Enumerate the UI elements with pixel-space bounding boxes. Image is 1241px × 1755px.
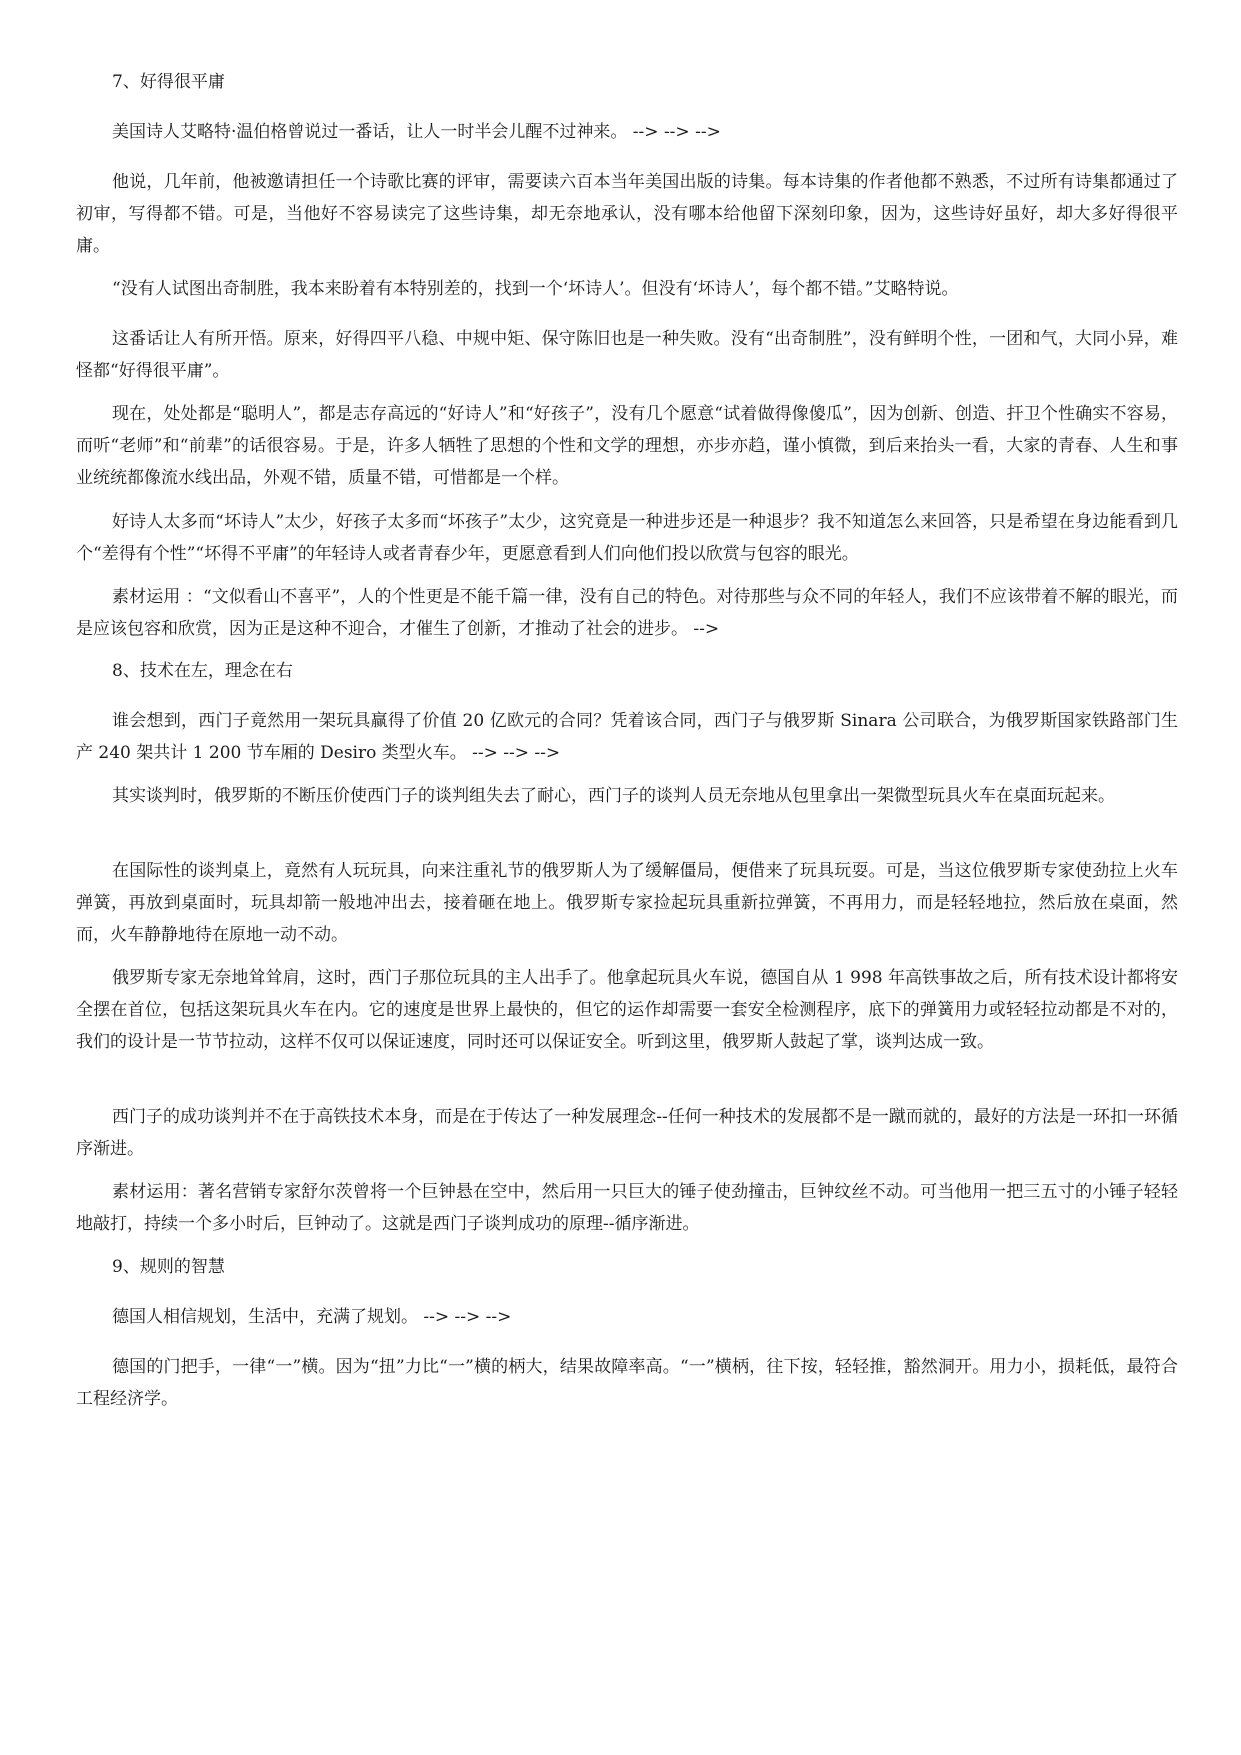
section-heading-9: 9、规则的智慧 — [112, 1257, 225, 1277]
paragraph: 俄罗斯专家无奈地耸耸肩，这时，西门子那位玩具的主人出手了。他拿起玩具火车说，德国自从 1 998 年高铁事故之后，所有技术设计都将安全摆在首位，包括这架玩具火车在内。它的速度是世界上最快的，但它的运作却需要一套安全检测程序，底下的弹簧用力或轻轻拉动都是不对的，我们的设计是一节节拉动，这样不仅可以保证速度，同时还可以保证安全。听到这里，俄罗斯人鼓起了掌，谈判达成一致。 — [76, 968, 1178, 1052]
section-heading-7: 7、好得很平庸 — [112, 72, 225, 92]
paragraph: “没有人试图出奇制胜，我本来盼着有本特别差的，找到一个‘坏诗人’。但没有‘坏诗人’，每个都不错。”艾略特说。 — [112, 279, 959, 299]
paragraph: 美国诗人艾略特·温伯格曾说过一番话，让人一时半会儿醒不过神来。 --> --> --> — [112, 122, 721, 142]
paragraph: 德国的门把手，一律“一”横。因为“扭”力比“一”横的柄大，结果故障率高。“一”横柄，往下按，轻轻推，豁然洞开。用力小，损耗低，最符合工程经济学。 — [76, 1357, 1178, 1409]
paragraph: 他说，几年前，他被邀请担任一个诗歌比赛的评审，需要读六百本当年美国出版的诗集。每本诗集的作者他都不熟悉，不过所有诗集都通过了初审，写得都不错。可是，当他好不容易读完了这些诗集，却无奈地承认，没有哪本给他留下深刻印象，因为，这些诗好虽好，却大多好得很平庸。 — [76, 172, 1178, 256]
paragraph: 素材运用：著名营销专家舒尔茨曾将一个巨钟悬在空中，然后用一只巨大的锤子使劲撞击，巨钟纹丝不动。可当他用一把三五寸的小锤子轻轻地敲打，持续一个多小时后，巨钟动了。这就是西门子谈判成功的原理--循序渐进。 — [76, 1182, 1178, 1234]
paragraph: 好诗人太多而“坏诗人”太少，好孩子太多而“坏孩子”太少，这究竟是一种进步还是一种退步？我不知道怎么来回答，只是希望在身边能看到几个“差得有个性”“坏得不平庸”的年轻诗人或者青春少年，更愿意看到人们向他们投以欣赏与包容的眼光。 — [76, 512, 1178, 564]
paragraph: 素材运用 ：“文似看山不喜平”，人的个性更是不能千篇一律，没有自己的特色。对待那些与众不同的年轻人，我们不应该带着不解的眼光，而是应该包容和欣赏，因为正是这种不迎合，才催生了创新，才推动了社会的进步。 --> — [76, 587, 1178, 639]
paragraph: 德国人相信规划，生活中，充满了规划。 --> --> --> — [112, 1307, 512, 1327]
section-heading-8: 8、技术在左，理念在右 — [112, 661, 293, 681]
paragraph: 这番话让人有所开悟。原来，好得四平八稳、中规中矩、保守陈旧也是一种失败。没有“出奇制胜”，没有鲜明个性，一团和气，大同小异，难怪都“好得很平庸”。 — [76, 329, 1178, 381]
paragraph: 现在，处处都是“聪明人”，都是志存高远的“好诗人”和“好孩子”，没有几个愿意“试着做得像傻瓜”，因为创新、创造、扞卫个性确实不容易，而听“老师”和“前辈”的话很容易。于是，许多人牺牲了思想的个性和文学的理想，亦步亦趋，谨小慎微，到后来抬头一看，大家的青春、人生和事业统统都像流水线出品，外观不错，质量不错，可惜都是一个样。 — [76, 404, 1178, 488]
paragraph: 西门子的成功谈判并不在于高铁技术本身，而是在于传达了一种发展理念--任何一种技术的发展都不是一蹴而就的，最好的方法是一环扣一环循序渐进。 — [76, 1107, 1178, 1159]
paragraph: 谁会想到，西门子竟然用一架玩具赢得了价值 20 亿欧元的合同？凭着该合同，西门子与俄罗斯 Sinara 公司联合，为俄罗斯国家铁路部门生产 240 架共计 1 200 节车厢的 Desiro 类型火车。 --> --> --> — [76, 711, 1178, 763]
paragraph: 其实谈判时，俄罗斯的不断压价使西门子的谈判组失去了耐心，西门子的谈判人员无奈地从包里拿出一架微型玩具火车在桌面玩起来。 — [112, 786, 1115, 806]
paragraph: 在国际性的谈判桌上，竟然有人玩玩具，向来注重礼节的俄罗斯人为了缓解僵局，便借来了玩具玩耍。可是，当这位俄罗斯专家使劲拉上火车弹簧，再放到桌面时，玩具却箭一般地冲出去，接着砸在地上。俄罗斯专家捡起玩具重新拉弹簧，不再用力，而是轻轻地拉，然后放在桌面，然而，火车静静地待在原地一动不动。 — [76, 861, 1178, 945]
